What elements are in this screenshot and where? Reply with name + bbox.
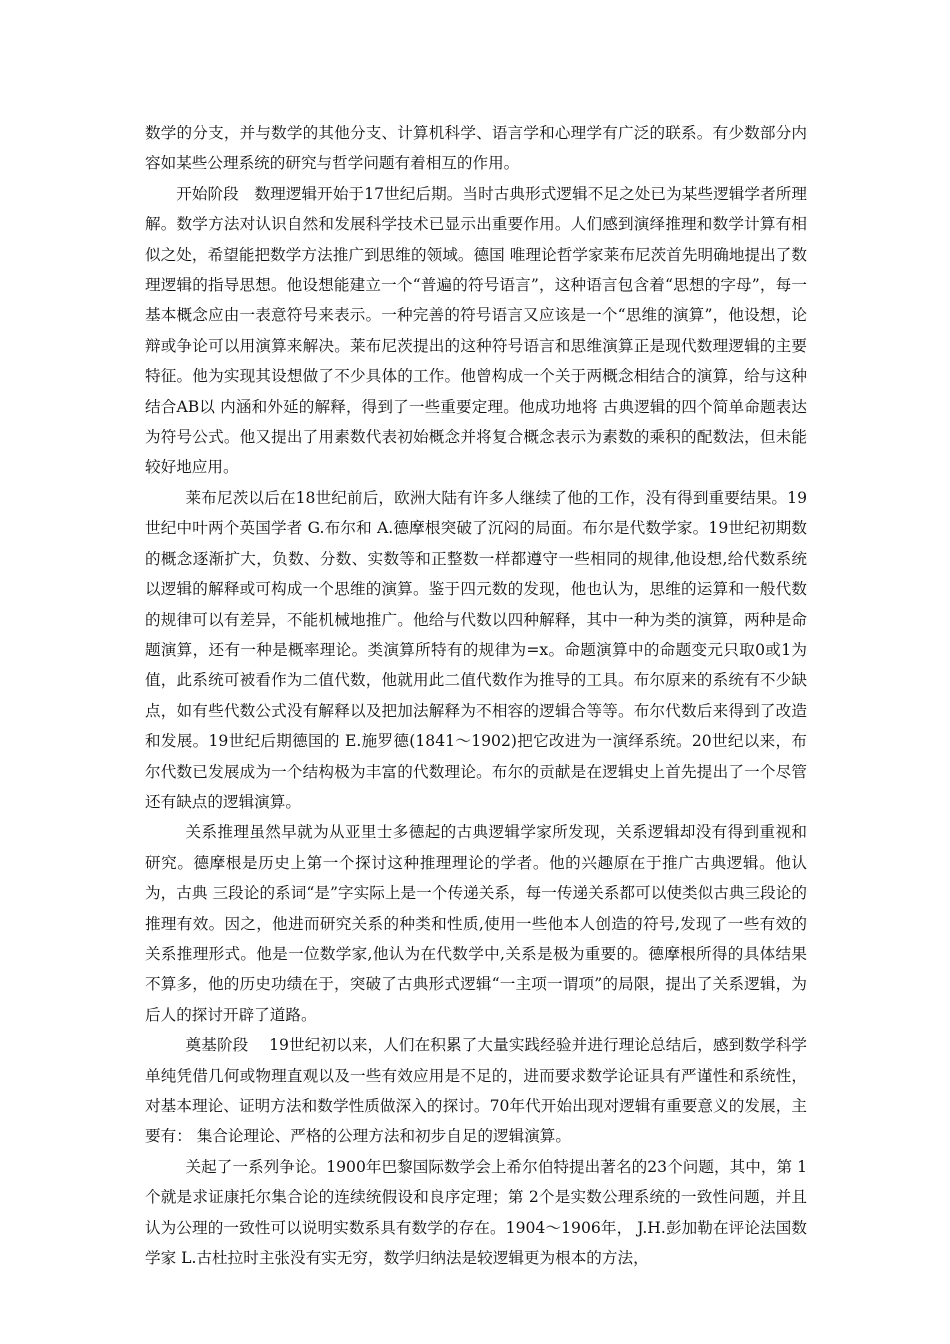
paragraph-3: 莱布尼茨以后在18世纪前后，欧洲大陆有许多人继续了他的工作，没有得到重要结果。19世纪中叶两个英国学者 G.布尔和 A.德摩根突破了沉闷的局面。布尔是代数学家。19世纪初期数的概念逐渐扩大，负数、分数、实数等和正整数一样都遵守一些相同的规律,他设想,给代数系统以逻辑的解释或可构成一个思维的演算。鉴于四元数的发现，他也认为，思维的运算和一般代数的规律可以有差异，不能机械地推广。他给与代数以四种解释，其中一种为类的演算，两种是命题演算，还有一种是概率理论。类演算所特有的规律为=x。命题演算中的命题变元只取0或1为值，此系统可被看作为二值代数，他就用此二值代数作为推导的工具。布尔原来的系统有不少缺点，如有些代数公式没有解释以及把加法解释为不相容的逻辑合等等。布尔代数后来得到了改造和发展。19世纪后期德国的 E.施罗德(1841～1902)把它改进为一演绎系统。20世纪以来，布尔代数已发展成为一个结构极为丰富的代数理论。布尔的贡献是在逻辑史上首先提出了一个尽管还有缺点的逻辑演算。 [145, 488, 807, 811]
paragraph-2: 开始阶段 数理逻辑开始于17世纪后期。当时古典形式逻辑不足之处已为某些逻辑学者所理解。数学方法对认识自然和发展科学技术已显示出重要作用。人们感到演绎推理和数学计算有相似之处，希望能把数学方法推广到思维的领域。德国 唯理论哲学家莱布尼茨首先明确地提出了数理逻辑的指导思想。他设想能建立一个“普遍的符号语言”，这种语言包含着“思想的字母”，每一基本概念应由一表意符号来表示。一种完善的符号语言又应该是一个“思维的演算”，他设想，论辩或争论可以用演算来解决。莱布尼茨提出的这种符号语言和思维演算正是现代数理逻辑的主要特征。他为实现其设想做了不少具体的工作。他曾构成一个关于两概念相结合的演算，给与这种结合AB以 内涵和外延的解释，得到了一些重要定理。他成功地将 古典逻辑的四个简单命题表达为符号公式。他又提出了用素数代表初始概念并将复合概念表示为素数的乘积的配数法，但未能较好地应用。 [145, 184, 807, 477]
paragraph-1: 数学的分支，并与数学的其他分支、计算机科学、语言学和心理学有广泛的联系。有少数部分内容如某些公理系统的研究与哲学问题有着相互的作用。 [145, 124, 807, 173]
paragraph-6: 关起了一系列争论。1900年巴黎国际数学会上希尔伯特提出著名的23个问题，其中，第 1个就是求证康托尔集合论的连续统假设和良序定理；第 2个是实数公理系统的一致性问题，并且认为公理的一致性可以说明实数系具有数学的存在。1904～1906年， J.H.彭加勒在评论法国数学家 L.古杜拉时主张没有实无穷，数学归纳法是较逻辑更为根本的方法， [145, 1157, 807, 1268]
paragraph-4: 关系推理虽然早就为从亚里士多德起的古典逻辑学家所发现，关系逻辑却没有得到重视和研究。德摩根是历史上第一个探讨这种推理理论的学者。他的兴趣原在于推广古典逻辑。他认为，古典 三段论的系词“是”字实际上是一个传递关系，每一传递关系都可以使类似古典三段论的推理有效。因之，他进而研究关系的种类和性质,使用一些他本人创造的符号,发现了一些有效的关系推理形式。他是一位数学家,他认为在代数学中,关系是极为重要的。德摩根所得的具体结果不算多，他的历史功绩在于，突破了古典形式逻辑“一主项一谓项”的局限，提出了关系逻辑，为后人的探讨开辟了道路。 [145, 823, 807, 1024]
document-body [145, 118, 807, 1273]
paragraph-5: 奠基阶段 19世纪初以来，人们在积累了大量实践经验并进行理论总结后，感到数学科学单纯凭借几何或物理直观以及一些有效应用是不足的，进而要求数学论证具有严谨性和系统性，对基本理论、证明方法和数学性质做深入的探讨。70年代开始出现对逻辑有重要意义的发展，主要有： 集合论理论、严格的公理方法和初步自足的逻辑演算。 [145, 1036, 807, 1146]
